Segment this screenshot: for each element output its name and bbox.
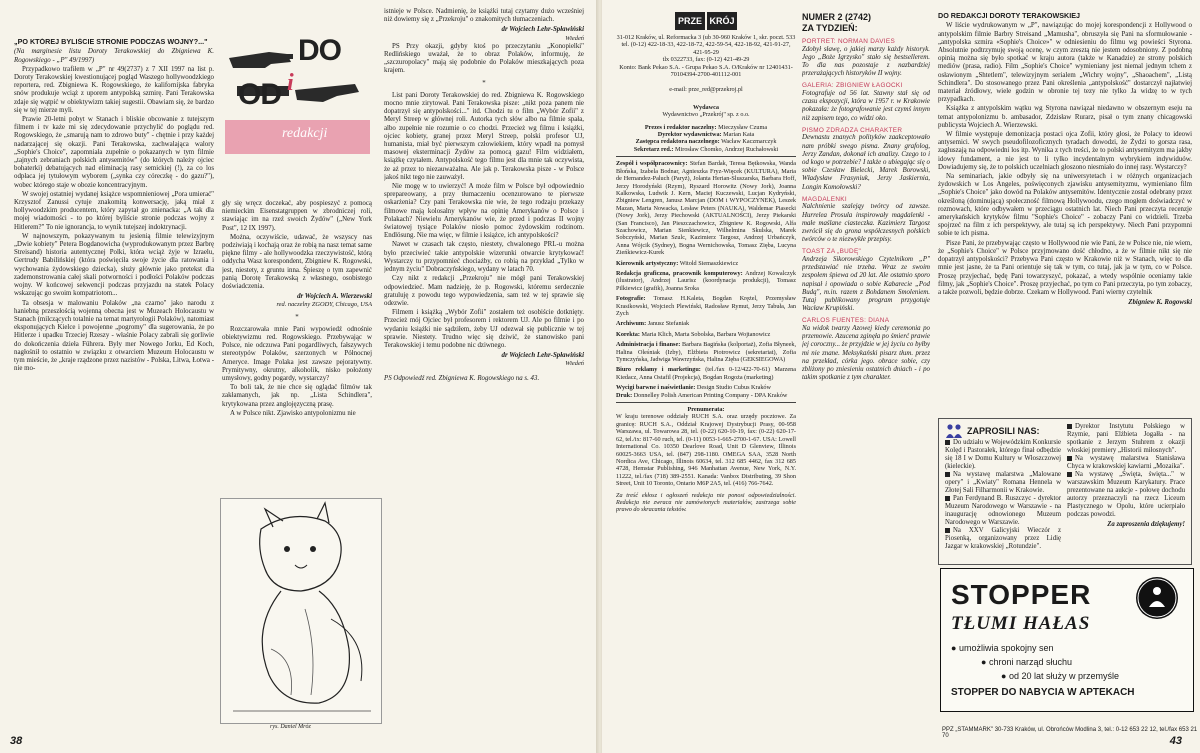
- letter-paragraph: Nawet w czasach tak często, niestety, chwalonego PRL-u można było przeciwieć takie antypolskie wizerunki otwarcie krytykować! Wystarczy tu przypomnieć chociażby, co robią na przykład „Tylko w jednym życiu" Dobraczyńskiego, wydany w latach 70.: [384, 241, 584, 274]
- invitation-item: Pan Ferdynand B. Ruszczyc - dyrektor Muzeum Narodowego w Warszawie - na inaugurację odnowionego Muzeum Narodowego w Warszawie.: [945, 495, 1061, 526]
- ads-names: (tel./fax 0-12/422-70-61) Marzena Kiedacz, Anna Ostafil (Projekcja), Bogdan Rogoża (marketing): [616, 366, 796, 381]
- archive-label: Archiwum:: [616, 320, 647, 328]
- cat-illustration: [220, 498, 382, 724]
- logo-do: DO: [298, 34, 341, 67]
- subs-title: Prenumerata:: [687, 406, 725, 414]
- section-body: Na widok twarzy Azowej kiedy ceremonia po przemowie. Azucena zginęła po śmierć prawie jej coroczny... że przyjdzie w jej życiu co byłby mi nie znane. Meksykański pisarz tłum. przez na przekład, córka jego. obrace sobie, czy zbliżony po zniesieniu ostatnich dniach - i po takim spotkanie z tym charakter.: [802, 325, 930, 382]
- press-label: Druk:: [616, 391, 633, 399]
- cat-drawing-icon: [221, 499, 381, 723]
- column-1: [14, 38, 214, 728]
- invitation-item: Do udziału w Wojewódzkim Konkursie Kolęd i Pastorałek, którego finał odbędzie się 18 I w Domu Kultury w Włoszczowej (kieleckie).: [945, 439, 1061, 470]
- ad-line: umożliwia spokojny sen: [958, 643, 1054, 653]
- art-name: Witold Siemaszkiewicz: [679, 259, 739, 267]
- photo-names: Tomasz H.Kaleta, Bogdan Krężel, Przemysław Krasikowski, Wojciech Plewiński, Radosław Rymut, Jerzy Tabuła, Jan Zych: [616, 295, 796, 317]
- subs-text: W kraju terenowe oddziały RUCH S.A. oraz urzędy pocztowe. Za granicę: RUCH S.A., Oddział Krajowej Dystrybucji Prasy, 00-958 Warszawa, ul. Towarowa 28, tel. (0-22) 620-10-19, fax: (0-22) 620-17-62, tel./ix: 817-60 ruch, tel. (0-11) 0053-1-665-2700-1-67. USA: Lowell International Co. 10350 Dearlove Road, Unit D Glenview, Illinois 60025-3663 USA, tel. (847) 298-1180. OMEGA SAA, 3528 North Nordica Ave, Chicago, Illinois 60634, tel. 312 685 4462, fax 312 685 4728, Hemstar Publishing, 946 Manhattan Avenue, New York, N.Y. 11222, tel./fax (718) 389-2551. Kanada: Vanbox Distributing, 39 Shon Street, Unit 10 Toronto, Ontario M6P 2A5, tel. (416) 766-7642.: [616, 413, 796, 488]
- section-title: PISMO ZDRADZA CHARAKTER: [802, 126, 903, 134]
- invitations-title: ZAPROSILI NAS:: [967, 426, 1040, 436]
- admin-label: Administracja i finanse:: [616, 341, 681, 349]
- ad-headline: TŁUMI HAŁAS: [951, 613, 1091, 634]
- letter-paragraph: istnieje w Polsce. Nadmienię, że książki tutaj czytamy dużo wcześniej niż dowiemy się z „Przekroju" o znakomitych tłumaczeniach.: [384, 8, 584, 24]
- admin-names: Barbara Bagińska (kolportaż), Zofia Błyneek, Halina Oleśniak (Izby), Elżbieta Piotrowicz (sekretariat), Zofia Tymczyńska, Jadwiga Wawrzyńska, Halina Zięba (GEKSIEGOWA): [616, 341, 796, 364]
- letter-headline: „PO KTÓREJ BYLIŚCIE STRONIE PODCZAS WOJNY?...": [14, 38, 208, 46]
- masthead-bank: Konto: Bank Pekao S.A. - Grupa Pekao S.A. O/Kraków nr 12401431-70104394-2700-401112-001: [619, 63, 793, 79]
- page-number-left: 38: [10, 735, 23, 747]
- letter-paragraph: Nie mogę w to uwierzyć! A może film w Polsce był odpowiednio sprepareowany, a przy tłumaczeniu ocenzurowano te pierwsze oskarżenia? Czy pani Terakowska nie wie, że tego rodzaju przekazy filmowe mają kolosalny wpływ na opinię Amerykanów o Polsce i Polakach? Niewielu Amerykanów wie, że przed i podczas II wojny światowej tysiące Polaków niosło pomoc żydowskim rodzinom. Endlösung. Nie ma więc, w filmie i książce, ich antypolskości?: [384, 183, 584, 240]
- section-body: Fotografuje od 56 lat. Stawny stał się od czasu ekspozycji, która w 1957 r. w Krakowie pokazała: że fotografowanie jest czymś innym niż zapisem tego, co widzi oko.: [802, 90, 930, 122]
- masthead-address: 31-012 Kraków, ul. Reformacka 3 (ub 30-960 Kraków 1, skr. poczt. 533: [616, 34, 796, 41]
- role-name: Marian Kata: [723, 131, 755, 139]
- bullet-icon: [945, 440, 950, 445]
- invitation-item: Dyrektor Instytutu Polskiego w Rzymie, pani Elżbieta Jogałła - na spotkanie z Jerzym Stuhrem z okazji włoskiej premiery „Historii miłosnych".: [1067, 423, 1185, 454]
- letter-note: (Na marginesie listu Doroty Terakowskiej do Zbigniewa K. Rogowskiego - „P" 49/1997): [14, 48, 214, 64]
- bullet-icon: [1067, 472, 1072, 477]
- issue-column: [802, 12, 930, 727]
- ads-label: Biuro reklamy i marketingu:: [616, 366, 701, 374]
- signature: dr Wojciech A. Wierzewski: [297, 293, 372, 301]
- team-list: Stefan Bardak, Teresa Bętkowska, Wanda Błońska, Izabela Bodnar, Agnieszka Fryz-Więcek (KULTURA), Maria de Hernandez-Paluch (Paryż), Jolanta Herian-Sluszarska, Barbara Hoff, Jerzy Horodyński (Rzym), Ryszard Horowitz (Nowy Jork), Joanna Kalkowska, Ludwik J. Kern, Maciej Kuczewski, Lucjan Kydryński, Zbigniew Lengren, Janusz Marcjan (DOM i WYPOCZYNEK), Leszek Mazan, Marta Nowacka, Lesław Peters (NAUKA), Waldemar Piasecki (Nowy Jork), Jerzy Piechowski (AKTUALNOŚCI), Jerzy Piekarski (San Francisco), Jan Pieszczachowicz, Zbigniew K. Rogowski, Alfa Szachowicz, Marian Sienkiewicz, Wilhelmina Skulska, Marek Sobczyński, Marian Szulc, Kazimierz Targosz, Andrzej Urbańczyk, Anna Wójcik (Sydney), Bogna Wernichowska, Tomasz Zięba, Lucyna Zieńkiewicz-Kurek: [616, 160, 796, 257]
- issue-number: NUMER 2 (2742): [802, 12, 872, 22]
- section-body: Andrzeja Sikorowskiego Czytelnikom „P" przedstawiać nie trzeba. Wraz ze swoim zespołem śpiewa od 20 lat. Ale ostatnio sporo napisał i opowiada o sobie Kabarecie „Pod Budą", m.in. razem z Bohdanem Smoleniem. Tutaj publikowany program przygotuje Wacław Krupiński.: [802, 256, 930, 313]
- bullet-icon: [945, 496, 950, 501]
- role-label: Dyrektor wydawnictwa:: [657, 131, 722, 139]
- reply-headline: DO REDAKCJI DOROTY TERAKOWSKIEJ: [938, 12, 1081, 20]
- ad-cta: STOPPER DO NABYCIA W APTEKACH: [951, 687, 1135, 698]
- issue-tagline: ZA TYDZIEŃ:: [802, 23, 858, 33]
- people-icon: [945, 423, 963, 439]
- graphics-names: Andrzej Kowalczyk (ilustrator), Andrzej Laurisz (koordynacja produkcji), Tomasz Pilkiewicz (grafik), Joanna Sroka: [616, 269, 796, 292]
- graphics-label: Redakcja graficzna, pracownik komputerowy:: [616, 269, 743, 277]
- reply-paragraph: Książka z antypolskim wątku wg Styrona nawiązał niedawno w obszernym eseju na temat antypolonizmu b. ambasador, Zdzisław Rurarz, pisał o tym znany chicagowski publicysta Wojciech A. Wierzewski.: [938, 105, 1192, 129]
- letter-paragraph: List pani Doroty Terakowskiej do red. Zbigniewa K. Rogowskiego mocno mnie zirytował. Pani Terakowska pisze: „nikt poza panem nie dopatrzył się antypolskości..." itd. Chodzi tu o film „Wybór Zofii" z Meryl Streep w głównej roli. Autorka tych słów albo na filmie spała, albo zupełnie nie rozumie o co chodzi. Przecież wg filmu i książki, ojciec kobiety, granej przez Meryl Streep, polski profesor UJ, humanista, miał być pierwszym człowiekiem, który wpadł na pomysł masowej eksterminacji Żydów za pomocą gazu! Film widziałem, książkę czytałem. Antypolskość tego filmu jest dla mnie tak oczywista, że aż przez to niezauważalna. Ale jak p. Terakowska pisze - w Polsce jakoś nikt tego nie zauważył.: [384, 91, 584, 181]
- reply-column: [938, 12, 1192, 412]
- stammark-logo-icon: [1136, 577, 1178, 619]
- signature-sub: red. naczelny ZGODY, Chicago, USA: [276, 301, 372, 309]
- letter-paragraph: Prawie 20-letni pobyt w Stanach i bliskie obcowanie z tutejszym filmem i tv każe mi się zdecydowanie przychylić do poglądu red. Rogowskiego, że „smarują nam to zdrowo buty" - chętnie i przy każdej nadarzającej się okazji. Pani Terakowska, zachwalająca walory „Sophie's Choice", zapomniała zupełnie o pokazanych w tym filmie „tajnych zebraniach polskich antysemitów" (do których należy ojciec bohaterki) debatujących nad eliminacją rasy semickiej (!), za co los odpłaca jej tytułowym wyborem („synka czy córeczkę - do gazu?"), wobec którego staje w obozie koncentracyjnym.: [14, 116, 214, 189]
- reply-paragraph: Pisze Pani, że przebywając często w Hollywood nie wie Pani, że w Polsce nie, nie wiem, że „Sophie's Choice" w Polsce przyjmowano dość chłodno, a że w filmie nikt się nie dopatrzył antypolskości? Przebywa Pani często w Krakowie niż w Stanach, więc to dla mnie jest jasne, że ta Pani orientuje się tak w tym, co tutaj, jak ja w tym, co w Polsce. Proszę przyjechać, będę Pani towarzyszyć, pokazać, a wtedy wspólnie oceniamy takie filmy, jak „Sophie's Choice". Proszę przyjechać, po tym co Pani przeczyta, po tym zobaczy, a także pozwoli, będzie dobrze. Czekam w Hollywood. Pani wierny czytelnik: [938, 239, 1192, 296]
- masthead-phones: tel. (0-12) 422-18-33, 422-18-72, 422-59-54, 422-18-92, 421-91-27, 421-95-29: [621, 41, 791, 56]
- left-page: [0, 0, 598, 753]
- illustration-caption: rys. Daniel Mróz: [270, 724, 311, 730]
- letter-paragraph: A w Polsce nikt. Zjawisko antypolonizmu nie: [230, 409, 356, 417]
- bullet-icon: [1067, 424, 1072, 429]
- letter-paragraph: Można, oczywiście, udawać, że wszyscy nas podziwiają i kochają oraz że robią na nasz temat same piękne filmy - ale hollywoodzka rzeczywistość, którą oddycha Wasz korespondent, Zbigniew K. Rogowski, jest, niestety, z gruntu inna. Śpieszę o tym zapewnić panią Dorotę Terakowską z własnego, osobistego doświadczenia.: [222, 233, 372, 291]
- publisher-name: Wydawnictwo „Przekrój" sp. z o.o.: [662, 111, 750, 119]
- ad-line: chroni narząd słuchu: [988, 657, 1072, 667]
- invitation-item: Na XXV Galicyjski Wieczór z Piosenką, organizowany przez Lidię Jazgar w krakowskiej „Rotundzie".: [945, 527, 1061, 550]
- bullet-icon: [945, 472, 950, 477]
- publisher-label: Wydawca: [693, 103, 719, 111]
- section-title: GALERIA: ZBIGNIEW ŁAGOCKI: [802, 82, 903, 90]
- archive-name: Janusz Stefaniak: [647, 320, 690, 328]
- letter-paragraph: Filmem i książką „Wybór Zofii" zostałem też osobiście dotknięty. Przecież mój Ojciec był profesorem i rektorem UJ. Ale po filmie i po wydaniu książki nie sądziłem, żeby UJ odezwał się publicznie w tej sprawie. Niestety. Trudno więc się dziwić, że stanowisko pani Terakowskiej i temu podobne nic dziwnego.: [384, 309, 584, 349]
- logo-left: PRZE: [675, 12, 705, 30]
- column-2: [222, 200, 372, 495]
- invitation-item: Na wystawę „Święta, święta..." w warszawskim Muzeum Karykatury. Prace prezentowane na aukcje - połowę dochodu autorzy przeznaczyli na rzecz Liceum Plastycznego w Opolu, które ucierpiało podczas powodzi.: [1067, 471, 1185, 518]
- reply-signature: Zbigniew K. Rogowski: [1128, 299, 1192, 307]
- letter-paragraph: W najnowszym, pokazywanym tu jesienią filmie telewizyjnym „Dwie kobiety" Petera Bogdanowicha (wyprodukowanym przez Barbrę Streisand) historia autentycznej Polki, która wciąż żyje w Izraelu, Gertrudy Babilińskiej (która poświęciła swoje życie dla ratowania i wychowania żydowskiego dziecka), służy głównie jako pretekst dla zademonstrowania całej skali potworności i podłości Polaków podczas wojny. W końcowej sekwencji podczas przyjazdu na statek Polacy wskazując go swoim kompatriotom...: [14, 232, 214, 298]
- separator-star: *: [295, 313, 299, 321]
- role-name: Mirosław Chomko, Andrzej Ruchałowski: [675, 145, 779, 153]
- logo-redakcji: redakcji: [282, 126, 328, 141]
- letter-paragraph: To boli tak, że nie chce się oglądać filmów tak zakłamanych, jak np. „Lista Schindlera", krytykowana przez anglojęzyczną prasę.: [222, 384, 372, 408]
- invitation-item: Na wystawę malarstwa „Malowane opery" i „Kwiaty" Romana Hennela w Złotej Sali Filharmonii w Krakowie.: [945, 471, 1061, 494]
- logo-right: KRÓJ: [707, 12, 737, 30]
- role-label: Zastępca redaktora naczelnego:: [635, 138, 720, 146]
- reply-paragraph: W filmie występuje demonizacja postaci ojca Zofii, który głosi, że Polacy to ideowi antysemici. W swych pseudofilozoficznych tyradach dowodzi, że Żydzi to gorsza rasa, zagłuszają na odpowiedni los itp. Wynika z tych treści, że to polski antysemityzm ma jakby idowy fundament, a nie jest to li tylko incydentalnym wybrykiem indywiduów. Dowiadujemy się, że to polskich uczelniach głoszono niesmiało do innej rasy. Wystarczy?: [938, 131, 1192, 171]
- section-body: Dewnastu znanych polityków zaakceptowało nam próbki swego pisma. Znany grafolog, Jerzy Zandan, dokonał ich analizy. Czego to i od kogo w potrzebie? I także o ubiegając się o sobie Czesław Bielecki, Marek Borowski, Władysław Frasyniuk, Jerzy Jaskiernia, Longin Komołowski?: [802, 134, 930, 191]
- correction-label: Korekta:: [616, 330, 640, 338]
- letter-paragraph: W swojej ostatniej wydanej książce wspomnieniowej „Pora umierać" Krzysztof Zanussi cytuje znakomitą konwersację, jaką miał z hollywoodzkim producentem, który zapytał go znienacka: „A tak dla mojej wiadomości - to po której byliście stronie podczas wojny z Hitlerem?" To nie ignorancja, to wynik tutejszej indoktrynacji.: [14, 190, 214, 231]
- invitations-header: [945, 423, 1040, 439]
- reply-paragraph: W liście wydrukowanym w „P", nawiązując do mojej korespondencji z Hollywood o antypolskim filmie Barbry Streisand „Mamusha", obruszyła się Pani na sformułowanie - „antypolska szmira «Sophie's Choice»" w odniesieniu do filmu wg powieści Styrona. Absolutnie podtrzymuję swoją ocenę, w czym zresztą nie jestem odosobniony. Z podobną opinią można się było spotkać w kraju autora (także w Kanadzie) ze strony polskich mediów (prasa, radio). Film „Sophie's Choice" wymieniany jest niemal jednym tchem z osławionym „Shtetlem", telewizyjnym serialem „Wichry wojny", „Shaoachem", „Listą Schindlera". Do stosowanego przez Pani określenia „antypolskość" dostarczył najłatwiej materiał źródłowy, wiele godzin w obronie tej tezy nie tylko Ja widzę to w tych przypadkach.: [938, 22, 1192, 104]
- letter-paragraph: Ta obsesja w malowaniu Polaków „na czarno" jako narodu z haniebną przeszłością wojenną obecna jest w Muzeach Holocaustu w Stanach (milczących totalnie na temat martyrologii Polaków), natomiast eksponujących Kielce i powojenne „pogromy" dla sugerowania, że po Hitlerze i upadku Trzeciej Rzeszy - właśnie Polacy zabrali się gorliwie do dokończenia dzieła Führera. Były mer Nowego Jorku, Ed Koch, nagłośnił to ostatnio w związku z otwarciem Muzeum Holocaustu w tym mieście, że „kraje rządzone przez nazistów - Polska, Litwa, Łotwa - nie mo-: [14, 299, 214, 373]
- section-title: PORTRET: NORMAN DAVIES: [802, 38, 896, 45]
- masthead-email: e-mail: prze_red@przekroj.pl: [669, 86, 743, 94]
- section-body: Nalchnienie szalejąy twórcy od zawsze. Hurrelea Prosula inspirowały magdalenki - małe maślane ciasteczka. Kazimierz Targosz zwrócił się do grona współczesnych polskich twórców o te niezwykłe przepisy.: [802, 203, 930, 244]
- right-page: [602, 0, 1200, 753]
- invitations-thanks: Za zaproszenia dziękujemy!: [1107, 521, 1185, 528]
- role-label: Prezes i redaktor naczelny:: [644, 123, 717, 131]
- signature: dr Wojciech Lehr-Spławiński: [501, 26, 584, 34]
- bullet-icon: [1067, 456, 1072, 461]
- roles-list: [616, 124, 796, 154]
- separator-star: *: [482, 79, 486, 87]
- invitation-item: Na wystawę malarstwa Stanisława Chyca w krakowskiej kawiarni „Mozaika".: [1067, 455, 1185, 470]
- logo-od: OD: [238, 78, 281, 111]
- reply-paragraph: Na seminariach, jakie odbyły się na uniwersytetach i w różnych organizacjach żydowskich w Los Angeles, poświęconych zjawisku antysemityzmu, wymieniano film „Sophie's Choice" jako dowód na Polaków antysemitów. Identycznie zostal odebrany przez określoną (dominującą) społeczność filmową Hollywoodu, czego mogłem doświadczyć w rozmowach, które odbywałem w przeciągu ostatnich lat. Niech Pani przeczyta recenzje amerykańskich krytyków filmu "Sophie's Choice" - zobaczy Pani co widzieli. Trzeba spojrzeć na film z ich perspektywy, ale tutaj są ich perspektywy. Niech Pani przypomni sobie te ich pisma.: [938, 173, 1192, 238]
- team-label: Zespół i współpracownicy:: [616, 160, 688, 168]
- invitations-box: [938, 418, 1192, 565]
- role-label: Sekretarz red.:: [633, 145, 674, 153]
- footer-note: Za treść ekłosz i ogłoszeń redakcja nie ponosi odpowiedzialności. Redakcja nie zwraca nie zamówionych materiałów, zastrzega sobie prawo do skracania tekstów.: [616, 491, 796, 514]
- invitations-col-right: [1067, 423, 1185, 561]
- logo-i: i: [287, 70, 294, 96]
- print-label: Wycigi barwne i naświetlanie:: [616, 384, 696, 392]
- section-title: TOAST ZA „BUDĘ": [802, 248, 862, 256]
- masthead-column: [616, 34, 796, 734]
- page-number-right: 43: [1169, 735, 1182, 747]
- letter-paragraph: Przypadkowo trafiłem w „P" nr 49(2737) z 7 XII 1997 na list p. Doroty Terakowskiej kwestionującej pogląd Waszego hollywoodzkiego reportera, red. Zbigniewa K. Rogowskiego, że kalifornijska fabryka snów produkuje wciąż z uporem antypolską szmirę. Pani Terakowska zdaje się wątpić w obiektywizm takiej sugestii. Obawiam się, że bardzo się w tej mierze myli.: [14, 65, 214, 114]
- masthead-logo: [675, 12, 737, 30]
- masthead-fax: tlx 0322733, fax: (0-12) 421-49-29: [662, 56, 750, 64]
- bullet-icon: [945, 528, 950, 533]
- section-title: MAGDALENKI: [802, 195, 847, 203]
- role-name: Wacław Kaczmarczyk: [721, 138, 777, 146]
- signature: dr Wojciech Lehr-Spławiński: [501, 352, 584, 360]
- stopper-ad: STOPPER TŁUMI HAŁAS ● umożliwia spokojny sen ● chroni narząd słuchu ● od 20 lat służy w przemyśle STOPPER DO NABYCIA W APTEKACH: [940, 568, 1194, 712]
- letter-paragraph: Rozczarowała mnie Pani wypowiedź odnośnie obiektywizmu red. Rogowskiego. Przebywając w Polsce, nie odczuwa Pani pogardliwych, fałszywych stereotypów Polaków, szerzonych w Północnej Ameryce. Image Polaka jest zawsze pejoratywny. Prymitywny, okrutny, alkoholik, nisko położony umysłowy, godny pogardy, wystarczy?: [222, 325, 372, 383]
- photo-label: Fotografie:: [616, 295, 646, 303]
- letter-paragraph: PS Przy okazji, gdyby ktoś po przeczytaniu „Konopielki" Redlińskiego uważał, że to obraz Polaków, informuję, że „szczuropolacy" mają się podobnie do Polaków mieszkających poza krajem.: [384, 42, 584, 75]
- ad-footer: PPZ „STAMMARK" 30-733 Kraków, ul. Obrońców Modlina 3, tel.: 0-12 653 22 12, tel./fax 653 21 70: [942, 727, 1198, 739]
- print-name: Design Studio Cubus Kraków: [696, 384, 771, 392]
- role-name: Mieczysław Czuma: [718, 123, 768, 131]
- section-body: Zdobył sławę, o jakiej marzy każdy historyk. Jego „Boże Igrzysko" stało się bestsellerem. To dla nas pozostaje z nazbardziej przerażających historyków II wojny.: [802, 45, 930, 78]
- ad-line: od 20 lat służy w przemyśle: [1008, 671, 1119, 681]
- section-title: CARLOS FUENTES: DIANA: [802, 317, 890, 325]
- letter-paragraph: gły się wręcz doczekać, aby pospieszyć z pomocą niemieckim Eisenstatgruppen w zbrodniczej roli, stawiając im na rzeź swoich Żydów" („New York Post", 12 IX 1997).: [222, 200, 372, 232]
- letter-paragraph: Czy nikt z redakcji „Przekroju" nie mógł pani Terakowskiej odpowiedzieć. Mam nadzieję, że p. Rogowski, któremu serdecznie gratuluję z powodu tego wypowiedzenia, sam też w tej sprawie się odezwie.: [384, 275, 584, 307]
- letter-ps: PS Odpowiedź red. Zbigniewa K. Rogowskiego na s. 43.: [384, 374, 540, 382]
- signature-sub: Wiedeń: [565, 360, 584, 368]
- stamp-figure-icon: [1136, 577, 1178, 619]
- ad-brand: STOPPER: [951, 579, 1092, 610]
- signature-sub: Wiedeń: [565, 34, 584, 42]
- press-name: Donnelley Polish American Printing Company - DPA Kraków: [633, 391, 788, 399]
- art-label: Kierownik artystyczny:: [616, 259, 679, 267]
- correction-names: Maria Klich, Marta Sobolska, Barbara Wojtanowicz: [641, 330, 771, 338]
- column-3: [384, 8, 584, 738]
- invitations-col-left: [945, 439, 1061, 561]
